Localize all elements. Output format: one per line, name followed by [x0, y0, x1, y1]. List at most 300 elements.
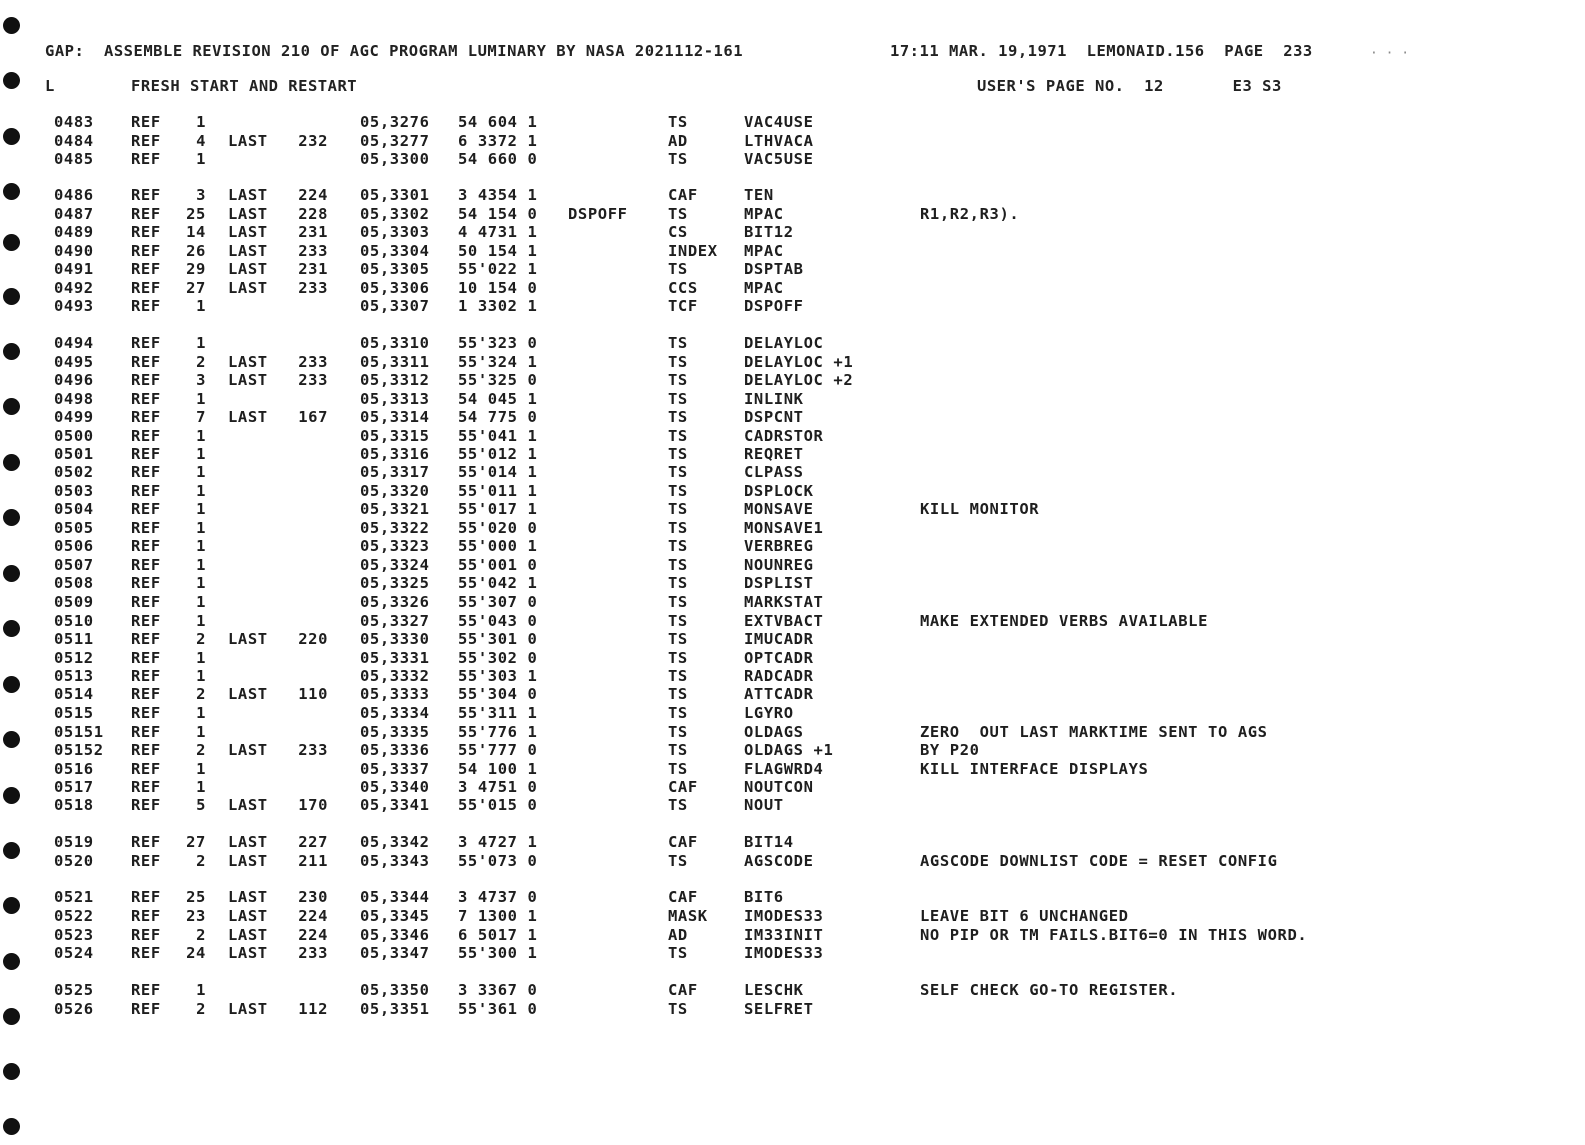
operand: NOUT: [744, 796, 784, 814]
operand: DSPLIST: [744, 574, 814, 592]
operand: DELAYLOC: [744, 334, 824, 352]
last-page: 112: [298, 1000, 328, 1018]
ref-count: 1: [196, 113, 206, 131]
listing-row: [0, 981, 1585, 999]
last-page: 224: [298, 907, 328, 925]
ref-count: 1: [196, 297, 206, 315]
last-tag: LAST: [228, 926, 268, 944]
opcode: TS: [668, 482, 688, 500]
comment: BY P20: [920, 741, 980, 759]
line-number: 05152: [54, 741, 104, 759]
listing-row: [0, 796, 1585, 814]
line-number: 0515: [54, 704, 94, 722]
operand: SELFRET: [744, 1000, 814, 1018]
line-number: 0486: [54, 186, 94, 204]
last-tag: LAST: [228, 944, 268, 962]
address: 05,3307: [360, 297, 430, 315]
last-tag: LAST: [228, 907, 268, 925]
line-number: 0522: [54, 907, 94, 925]
operand: OPTCADR: [744, 649, 814, 667]
opcode: MASK: [668, 907, 708, 925]
octal-word: 7 1300 1: [458, 907, 538, 925]
ref-count: 1: [196, 482, 206, 500]
octal-word: 55'020 0: [458, 519, 538, 537]
address: 05,3310: [360, 334, 430, 352]
address: 05,3350: [360, 981, 430, 999]
ref-count: 1: [196, 760, 206, 778]
listing-row: [0, 778, 1585, 796]
opcode: TS: [668, 556, 688, 574]
opcode: TS: [668, 649, 688, 667]
operand: DSPLOCK: [744, 482, 814, 500]
opcode: TS: [668, 537, 688, 555]
operand: INLINK: [744, 390, 804, 408]
address: 05,3317: [360, 463, 430, 481]
ref-count: 1: [196, 649, 206, 667]
last-tag: LAST: [228, 796, 268, 814]
listing-row: [0, 723, 1585, 741]
comment: NO PIP OR TM FAILS.BIT6=0 IN THIS WORD.: [920, 926, 1308, 944]
operand: DELAYLOC +2: [744, 371, 854, 389]
ref-tag: REF: [131, 574, 161, 592]
last-tag: LAST: [228, 186, 268, 204]
address: 05,3301: [360, 186, 430, 204]
ref-tag: REF: [131, 685, 161, 703]
operand: MPAC: [744, 279, 784, 297]
ref-count: 1: [196, 427, 206, 445]
line-number: 0490: [54, 242, 94, 260]
ref-tag: REF: [131, 981, 161, 999]
last-page: 233: [298, 279, 328, 297]
ref-tag: REF: [131, 1000, 161, 1018]
header-assembly-line: GAP: ASSEMBLE REVISION 210 OF AGC PROGRAM LUMINARY BY NASA 2021112-161: [45, 42, 744, 60]
opcode: TS: [668, 723, 688, 741]
address: 05,3314: [360, 408, 430, 426]
octal-word: 54 100 1: [458, 760, 538, 778]
operand: REQRET: [744, 445, 804, 463]
last-page: 220: [298, 630, 328, 648]
operand: MPAC: [744, 242, 784, 260]
operand: IM33INIT: [744, 926, 824, 944]
listing-row: [0, 150, 1585, 168]
ref-tag: REF: [131, 500, 161, 518]
line-number: 0487: [54, 205, 94, 223]
last-tag: LAST: [228, 260, 268, 278]
octal-word: 55'323 0: [458, 334, 538, 352]
opcode: TS: [668, 574, 688, 592]
opcode: TS: [668, 371, 688, 389]
line-number: 0485: [54, 150, 94, 168]
octal-word: 54 660 0: [458, 150, 538, 168]
ref-count: 2: [196, 630, 206, 648]
punch-hole: [3, 72, 20, 89]
ref-tag: REF: [131, 852, 161, 870]
ref-tag: REF: [131, 260, 161, 278]
ref-tag: REF: [131, 353, 161, 371]
listing-row: [0, 223, 1585, 241]
octal-word: 50 154 1: [458, 242, 538, 260]
ref-tag: REF: [131, 427, 161, 445]
ref-tag: REF: [131, 796, 161, 814]
opcode: TS: [668, 408, 688, 426]
comment: KILL MONITOR: [920, 500, 1040, 518]
octal-word: 6 5017 1: [458, 926, 538, 944]
ref-tag: REF: [131, 445, 161, 463]
listing-row: [0, 667, 1585, 685]
listing-row: [0, 297, 1585, 315]
last-page: 110: [298, 685, 328, 703]
opcode: CAF: [668, 981, 698, 999]
ref-count: 1: [196, 150, 206, 168]
ref-count: 27: [186, 279, 206, 297]
octal-word: 55'017 1: [458, 500, 538, 518]
opcode: TCF: [668, 297, 698, 315]
ref-tag: REF: [131, 593, 161, 611]
line-number: 0510: [54, 612, 94, 630]
opcode: CAF: [668, 888, 698, 906]
listing-row: [0, 907, 1585, 925]
symbol-label: DSPOFF: [568, 205, 628, 223]
ref-tag: REF: [131, 778, 161, 796]
last-page: 233: [298, 242, 328, 260]
opcode: CAF: [668, 778, 698, 796]
listing-row: [0, 482, 1585, 500]
address: 05,3300: [360, 150, 430, 168]
last-page: 167: [298, 408, 328, 426]
opcode: CAF: [668, 186, 698, 204]
opcode: TS: [668, 113, 688, 131]
line-number: 0525: [54, 981, 94, 999]
ref-tag: REF: [131, 760, 161, 778]
last-tag: LAST: [228, 685, 268, 703]
line-number: 05151: [54, 723, 104, 741]
ref-tag: REF: [131, 132, 161, 150]
line-number: 0493: [54, 297, 94, 315]
ref-tag: REF: [131, 556, 161, 574]
opcode: CAF: [668, 833, 698, 851]
opcode: TS: [668, 667, 688, 685]
opcode: TS: [668, 150, 688, 168]
listing-row: [0, 944, 1585, 962]
listing-row: [0, 132, 1585, 150]
line-number: 0494: [54, 334, 94, 352]
address: 05,3327: [360, 612, 430, 630]
line-number: 0514: [54, 685, 94, 703]
opcode: CCS: [668, 279, 698, 297]
ref-count: 2: [196, 685, 206, 703]
operand: DELAYLOC +1: [744, 353, 854, 371]
opcode: CS: [668, 223, 688, 241]
octal-word: 55'001 0: [458, 556, 538, 574]
ref-count: 1: [196, 667, 206, 685]
comment: R1,R2,R3).: [920, 205, 1020, 223]
last-tag: LAST: [228, 223, 268, 241]
opcode: AD: [668, 926, 688, 944]
line-number: 0511: [54, 630, 94, 648]
last-page: 232: [298, 132, 328, 150]
last-page: 231: [298, 223, 328, 241]
operand: AGSCODE: [744, 852, 814, 870]
operand: RADCADR: [744, 667, 814, 685]
octal-word: 55'073 0: [458, 852, 538, 870]
address: 05,3311: [360, 353, 430, 371]
ref-tag: REF: [131, 463, 161, 481]
line-number: 0524: [54, 944, 94, 962]
address: 05,3340: [360, 778, 430, 796]
octal-word: 55'303 1: [458, 667, 538, 685]
operand: EXTVBACT: [744, 612, 824, 630]
ref-count: 1: [196, 519, 206, 537]
operand: VAC4USE: [744, 113, 814, 131]
ref-tag: REF: [131, 888, 161, 906]
listing-row: [0, 630, 1585, 648]
opcode: TS: [668, 353, 688, 371]
line-number: 0491: [54, 260, 94, 278]
ref-tag: REF: [131, 519, 161, 537]
last-tag: LAST: [228, 1000, 268, 1018]
ref-count: 1: [196, 390, 206, 408]
address: 05,3316: [360, 445, 430, 463]
listing-row: [0, 556, 1585, 574]
comment: LEAVE BIT 6 UNCHANGED: [920, 907, 1129, 925]
comment: SELF CHECK GO-TO REGISTER.: [920, 981, 1179, 999]
opcode: TS: [668, 390, 688, 408]
line-number: 0483: [54, 113, 94, 131]
ref-count: 27: [186, 833, 206, 851]
operand: LTHVACA: [744, 132, 814, 150]
address: 05,3351: [360, 1000, 430, 1018]
line-number: 0503: [54, 482, 94, 500]
address: 05,3305: [360, 260, 430, 278]
octal-word: 4 4731 1: [458, 223, 538, 241]
address: 05,3343: [360, 852, 430, 870]
opcode: TS: [668, 685, 688, 703]
ref-tag: REF: [131, 741, 161, 759]
listing-row: [0, 760, 1585, 778]
listing-row: [0, 427, 1585, 445]
address: 05,3306: [360, 279, 430, 297]
listing-row: [0, 574, 1585, 592]
header-users-page: USER'S PAGE NO. 12 E3 S3: [977, 77, 1282, 95]
operand: IMODES33: [744, 907, 824, 925]
last-page: 233: [298, 353, 328, 371]
ref-count: 2: [196, 741, 206, 759]
octal-word: 55'041 1: [458, 427, 538, 445]
opcode: TS: [668, 445, 688, 463]
ref-tag: REF: [131, 223, 161, 241]
octal-word: 55'022 1: [458, 260, 538, 278]
comment: ZERO OUT LAST MARKTIME SENT TO AGS: [920, 723, 1268, 741]
ref-tag: REF: [131, 723, 161, 741]
ref-tag: REF: [131, 371, 161, 389]
ref-count: 2: [196, 1000, 206, 1018]
last-tag: LAST: [228, 242, 268, 260]
address: 05,3333: [360, 685, 430, 703]
address: 05,3331: [360, 649, 430, 667]
line-number: 0499: [54, 408, 94, 426]
address: 05,3313: [360, 390, 430, 408]
opcode: TS: [668, 427, 688, 445]
opcode: TS: [668, 1000, 688, 1018]
ref-count: 7: [196, 408, 206, 426]
line-number: 0523: [54, 926, 94, 944]
octal-word: 54 154 0: [458, 205, 538, 223]
ref-tag: REF: [131, 205, 161, 223]
ref-count: 1: [196, 556, 206, 574]
ref-tag: REF: [131, 667, 161, 685]
opcode: TS: [668, 760, 688, 778]
line-number: 0498: [54, 390, 94, 408]
opcode: TS: [668, 796, 688, 814]
opcode: TS: [668, 260, 688, 278]
ref-count: 24: [186, 944, 206, 962]
line-number: 0496: [54, 371, 94, 389]
octal-word: 6 3372 1: [458, 132, 538, 150]
last-tag: LAST: [228, 279, 268, 297]
ref-count: 29: [186, 260, 206, 278]
ref-count: 1: [196, 500, 206, 518]
octal-word: 55'015 0: [458, 796, 538, 814]
line-number: 0501: [54, 445, 94, 463]
ref-count: 2: [196, 353, 206, 371]
listing-row: [0, 833, 1585, 851]
address: 05,3334: [360, 704, 430, 722]
line-number: 0517: [54, 778, 94, 796]
address: 05,3324: [360, 556, 430, 574]
address: 05,3345: [360, 907, 430, 925]
line-number: 0502: [54, 463, 94, 481]
listing-row: [0, 852, 1585, 870]
last-page: 227: [298, 833, 328, 851]
octal-word: 1 3302 1: [458, 297, 538, 315]
octal-word: 55'000 1: [458, 537, 538, 555]
operand: BIT14: [744, 833, 794, 851]
listing-row: [0, 500, 1585, 518]
octal-word: 55'304 0: [458, 685, 538, 703]
ref-count: 1: [196, 463, 206, 481]
opcode: INDEX: [668, 242, 718, 260]
opcode: TS: [668, 741, 688, 759]
octal-word: 55'012 1: [458, 445, 538, 463]
last-tag: LAST: [228, 353, 268, 371]
listing-row: [0, 334, 1585, 352]
line-number: 0500: [54, 427, 94, 445]
address: 05,3277: [360, 132, 430, 150]
last-page: 170: [298, 796, 328, 814]
header-date-page: 17:11 MAR. 19,1971 LEMONAID.156 PAGE 233: [890, 42, 1313, 60]
octal-word: 55'042 1: [458, 574, 538, 592]
line-number: 0512: [54, 649, 94, 667]
listing-row: [0, 260, 1585, 278]
punch-hole: [3, 17, 20, 34]
octal-word: 54 775 0: [458, 408, 538, 426]
ref-tag: REF: [131, 408, 161, 426]
address: 05,3312: [360, 371, 430, 389]
line-number: 0521: [54, 888, 94, 906]
ref-tag: REF: [131, 186, 161, 204]
comment: AGSCODE DOWNLIST CODE = RESET CONFIG: [920, 852, 1278, 870]
octal-word: 55'301 0: [458, 630, 538, 648]
ref-tag: REF: [131, 297, 161, 315]
operand: MARKSTAT: [744, 593, 824, 611]
last-tag: LAST: [228, 205, 268, 223]
listing-row: [0, 353, 1585, 371]
ref-tag: REF: [131, 537, 161, 555]
ref-tag: REF: [131, 630, 161, 648]
octal-word: 3 4737 0: [458, 888, 538, 906]
listing-row: [0, 113, 1585, 131]
ref-count: 14: [186, 223, 206, 241]
ref-tag: REF: [131, 649, 161, 667]
listing-row: [0, 371, 1585, 389]
ref-tag: REF: [131, 926, 161, 944]
address: 05,3326: [360, 593, 430, 611]
octal-word: 54 045 1: [458, 390, 538, 408]
operand: ATTCADR: [744, 685, 814, 703]
listing-row: [0, 390, 1585, 408]
operand: MPAC: [744, 205, 784, 223]
operand: CLPASS: [744, 463, 804, 481]
last-page: 224: [298, 926, 328, 944]
octal-word: 3 4727 1: [458, 833, 538, 851]
ref-count: 1: [196, 574, 206, 592]
header-list-letter: L: [45, 77, 55, 95]
operand: VAC5USE: [744, 150, 814, 168]
listing-row: [0, 888, 1585, 906]
last-page: 224: [298, 186, 328, 204]
punch-hole: [3, 1063, 20, 1080]
line-number: 0513: [54, 667, 94, 685]
ref-tag: REF: [131, 242, 161, 260]
ref-count: 1: [196, 612, 206, 630]
last-tag: LAST: [228, 630, 268, 648]
octal-word: 55'777 0: [458, 741, 538, 759]
octal-word: 3 4751 0: [458, 778, 538, 796]
operand: NOUTCON: [744, 778, 814, 796]
line-number: 0519: [54, 833, 94, 851]
address: 05,3336: [360, 741, 430, 759]
octal-word: 3 4354 1: [458, 186, 538, 204]
punch-hole: [3, 1118, 20, 1135]
octal-word: 55'325 0: [458, 371, 538, 389]
ref-count: 2: [196, 926, 206, 944]
opcode: TS: [668, 205, 688, 223]
opcode: TS: [668, 593, 688, 611]
octal-word: 55'302 0: [458, 649, 538, 667]
last-tag: LAST: [228, 833, 268, 851]
octal-word: 55'311 1: [458, 704, 538, 722]
address: 05,3325: [360, 574, 430, 592]
ref-count: 1: [196, 445, 206, 463]
ref-count: 3: [196, 186, 206, 204]
operand: LGYRO: [744, 704, 794, 722]
ref-count: 1: [196, 334, 206, 352]
address: 05,3346: [360, 926, 430, 944]
octal-word: 55'043 0: [458, 612, 538, 630]
address: 05,3302: [360, 205, 430, 223]
line-number: 0516: [54, 760, 94, 778]
address: 05,3347: [360, 944, 430, 962]
ref-tag: REF: [131, 390, 161, 408]
last-page: 211: [298, 852, 328, 870]
line-number: 0518: [54, 796, 94, 814]
line-number: 0507: [54, 556, 94, 574]
last-tag: LAST: [228, 741, 268, 759]
last-page: 230: [298, 888, 328, 906]
address: 05,3323: [360, 537, 430, 555]
ref-count: 26: [186, 242, 206, 260]
listing-row: [0, 463, 1585, 481]
